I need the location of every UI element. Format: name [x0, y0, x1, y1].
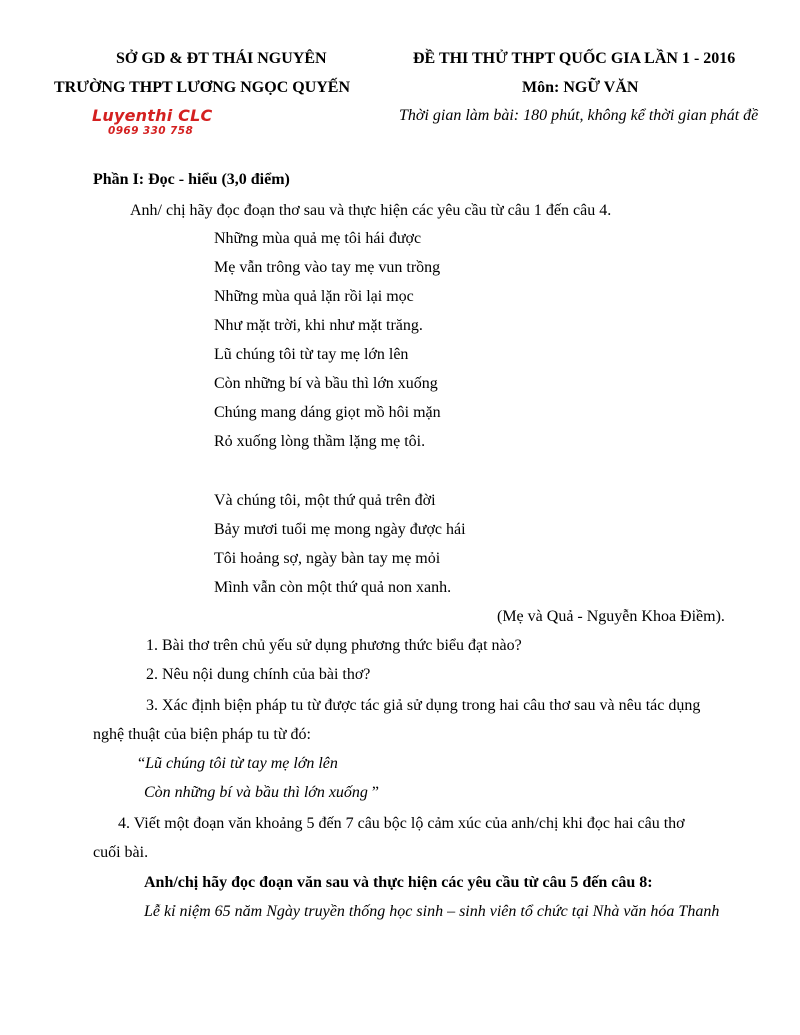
question-4-line-1: 4. Viết một đoạn văn khoảng 5 đến 7 câu bộc lộ cảm xúc của anh/chị khi đọc hai câu thơ: [118, 815, 685, 832]
poem-line: Tôi hoảng sợ, ngày bàn tay mẹ mỏi: [214, 550, 441, 567]
question-3-line-2: nghệ thuật của biện pháp tu từ đó:: [93, 726, 311, 743]
question-2: 2. Nêu nội dung chính của bài thơ?: [146, 666, 371, 683]
close-quote: ”: [367, 784, 380, 801]
question-1: 1. Bài thơ trên chủ yếu sử dụng phương thức biểu đạt nào?: [146, 637, 522, 654]
question-3-line-1: 3. Xác định biện pháp tu từ được tác giả sử dụng trong hai câu thơ sau và nêu tác dụng: [146, 697, 701, 714]
logo-text: Luyenthi CLC: [92, 106, 213, 125]
instruction: Anh/ chị hãy đọc đoạn thơ sau và thực hiện các yêu cầu từ câu 1 đến câu 4.: [130, 202, 612, 219]
poem-line: Rỏ xuống lòng thầm lặng mẹ tôi.: [214, 433, 426, 450]
exam-duration: Thời gian làm bài: 180 phút, không kể thời gian phát đề: [399, 107, 759, 124]
poem-line: Và chúng tôi, một thứ quả trên đời: [214, 492, 436, 509]
poem-line: Những mùa quả mẹ tôi hái được: [214, 230, 422, 247]
poem-line: Bảy mươi tuổi mẹ mong ngày được hái: [214, 521, 466, 538]
poem-source: (Mẹ và Quả - Nguyễn Khoa Điềm).: [497, 608, 725, 625]
poem-line: Mẹ vẫn trông vào tay mẹ vun trồng: [214, 259, 441, 276]
quote-text: Còn những bí và bầu thì lớn xuống: [144, 784, 368, 801]
question-4-line-2: cuối bài.: [93, 844, 149, 861]
poem-line: Còn những bí và bầu thì lớn xuống: [214, 375, 438, 392]
department-name: SỞ GD & ĐT THÁI NGUYÊN: [116, 50, 327, 67]
passage-line-1: Lễ kỉ niệm 65 năm Ngày truyền thống học sinh – sinh viên tổ chức tại Nhà văn hóa Thanh: [144, 903, 720, 920]
instruction-2: Anh/chị hãy đọc đoạn văn sau và thực hiện các yêu cầu từ câu 5 đến câu 8:: [144, 874, 653, 891]
poem-line: Lũ chúng tôi từ tay mẹ lớn lên: [214, 346, 409, 363]
quoted-verse-line-1: [138, 755, 338, 773]
poem-line: Mình vẫn còn một thứ quả non xanh.: [214, 579, 452, 596]
school-name: TRƯỜNG THPT LƯƠNG NGỌC QUYẾN: [54, 79, 351, 96]
poem-line: Như mặt trời, khi như mặt trăng.: [214, 317, 423, 334]
poem-line: Những mùa quả lặn rồi lại mọc: [214, 288, 414, 305]
logo-phone: 0969 330 758: [108, 125, 194, 137]
poem-line: Chúng mang dáng giọt mồ hôi mặn: [214, 404, 441, 421]
exam-title: ĐỀ THI THỬ THPT QUỐC GIA LẦN 1 - 2016: [413, 50, 736, 67]
exam-subject: Môn: NGỮ VĂN: [522, 79, 639, 96]
open-quote: “: [138, 755, 146, 772]
quoted-verse-line-2: [144, 784, 379, 802]
quote-text: Lũ chúng tôi từ tay mẹ lớn lên: [145, 755, 338, 772]
section-heading: Phần I: Đọc - hiểu (3,0 điểm): [93, 171, 290, 188]
